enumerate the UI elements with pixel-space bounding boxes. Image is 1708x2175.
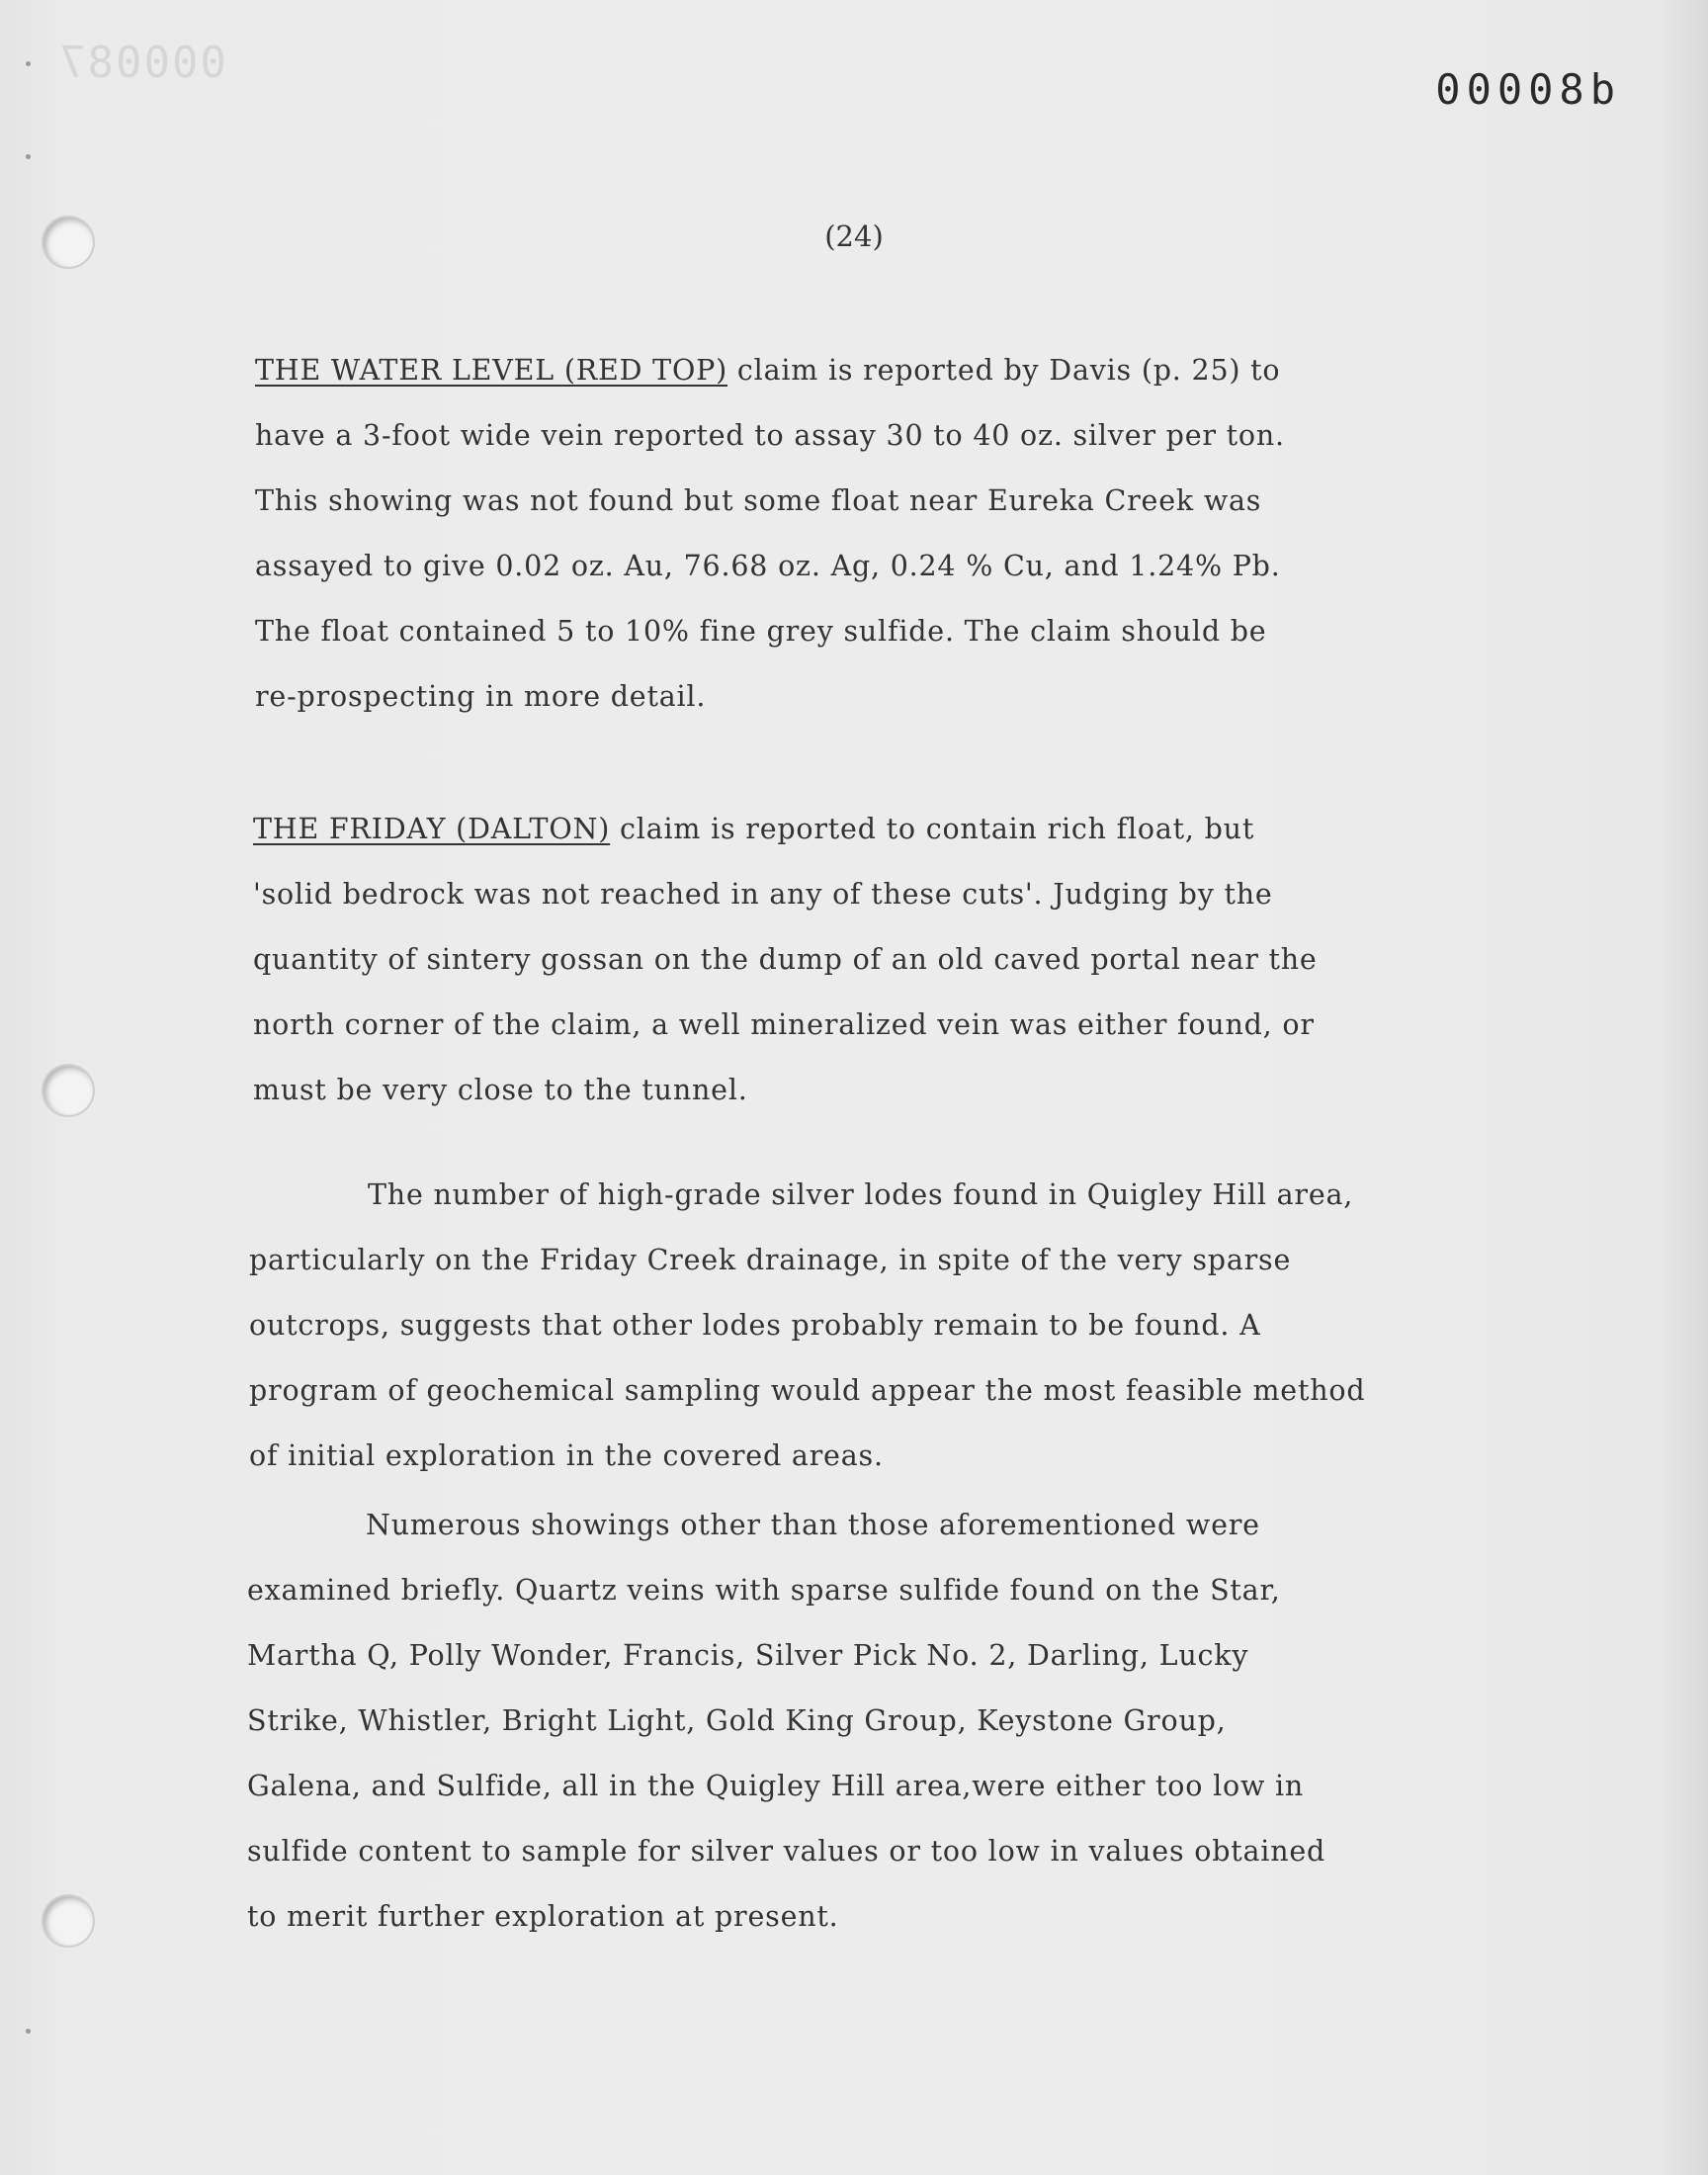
text-line: THE FRIDAY (DALTON) claim is reported to contain rich float, but — [253, 813, 1255, 845]
text-line: re-prospecting in more detail. — [255, 680, 707, 713]
text-line: quantity of sintery gossan on the dump of an old caved portal near the — [253, 943, 1318, 976]
paragraph-friday — [253, 797, 1318, 1123]
text-line: The number of high-grade silver lodes found in Quigley Hill area, — [368, 1178, 1354, 1211]
text-line: program of geochemical sampling would appear the most feasible method — [249, 1374, 1366, 1407]
text-line: of initial exploration in the covered areas. — [249, 1439, 884, 1472]
text-line: THE WATER LEVEL (RED TOP) claim is reported by Davis (p. 25) to — [255, 354, 1281, 387]
text-line: to merit further exploration at present. — [247, 1900, 839, 1933]
text-line: must be very close to the tunnel. — [253, 1074, 748, 1106]
text-line: assayed to give 0.02 oz. Au, 76.68 oz. Ag, 0.24 % Cu, and 1.24% Pb. — [255, 550, 1281, 582]
text-line: 'solid bedrock was not reached in any of these cuts'. Judging by the — [253, 878, 1273, 911]
speck — [26, 154, 31, 159]
page-number: (24) — [824, 219, 884, 253]
text-line: This showing was not found but some float near Eureka Creek was — [255, 484, 1262, 517]
text-line: north corner of the claim, a well mineralized vein was either found, or — [253, 1008, 1315, 1041]
paragraph-water-level — [255, 338, 1285, 730]
speck — [26, 2029, 31, 2034]
text-line: The float contained 5 to 10% fine grey sulfide. The claim should be — [255, 615, 1267, 648]
document-number: 00008b — [1435, 65, 1621, 114]
text-line: have a 3-foot wide vein reported to assay 30 to 40 oz. silver per ton. — [255, 419, 1285, 452]
text-line: particularly on the Friday Creek drainage, in spite of the very sparse — [249, 1244, 1292, 1276]
speck — [26, 61, 31, 66]
text-line: Galena, and Sulfide, all in the Quigley Hill area,were either too low in — [247, 1770, 1305, 1802]
bleed-through-number: 000087 — [57, 38, 226, 88]
text-line: Strike, Whistler, Bright Light, Gold King Group, Keystone Group, — [247, 1704, 1227, 1737]
section-heading: THE FRIDAY (DALTON) — [253, 813, 611, 845]
text-line: outcrops, suggests that other lodes probably remain to be found. A — [249, 1309, 1261, 1342]
section-heading: THE WATER LEVEL (RED TOP) — [255, 354, 728, 387]
paragraph-numerous-showings — [247, 1493, 1325, 1950]
punch-hole-middle — [43, 1066, 93, 1115]
text-line: Martha Q, Polly Wonder, Francis, Silver Pick No. 2, Darling, Lucky — [247, 1639, 1249, 1672]
text-line: examined briefly. Quartz veins with sparse sulfide found on the Star, — [247, 1574, 1281, 1607]
punch-hole-bottom — [43, 1896, 93, 1946]
text-line: sulfide content to sample for silver values or too low in values obtained — [247, 1835, 1326, 1868]
paragraph-high-grade-lodes — [249, 1163, 1365, 1489]
text-line: Numerous showings other than those aforementioned were — [366, 1509, 1260, 1541]
